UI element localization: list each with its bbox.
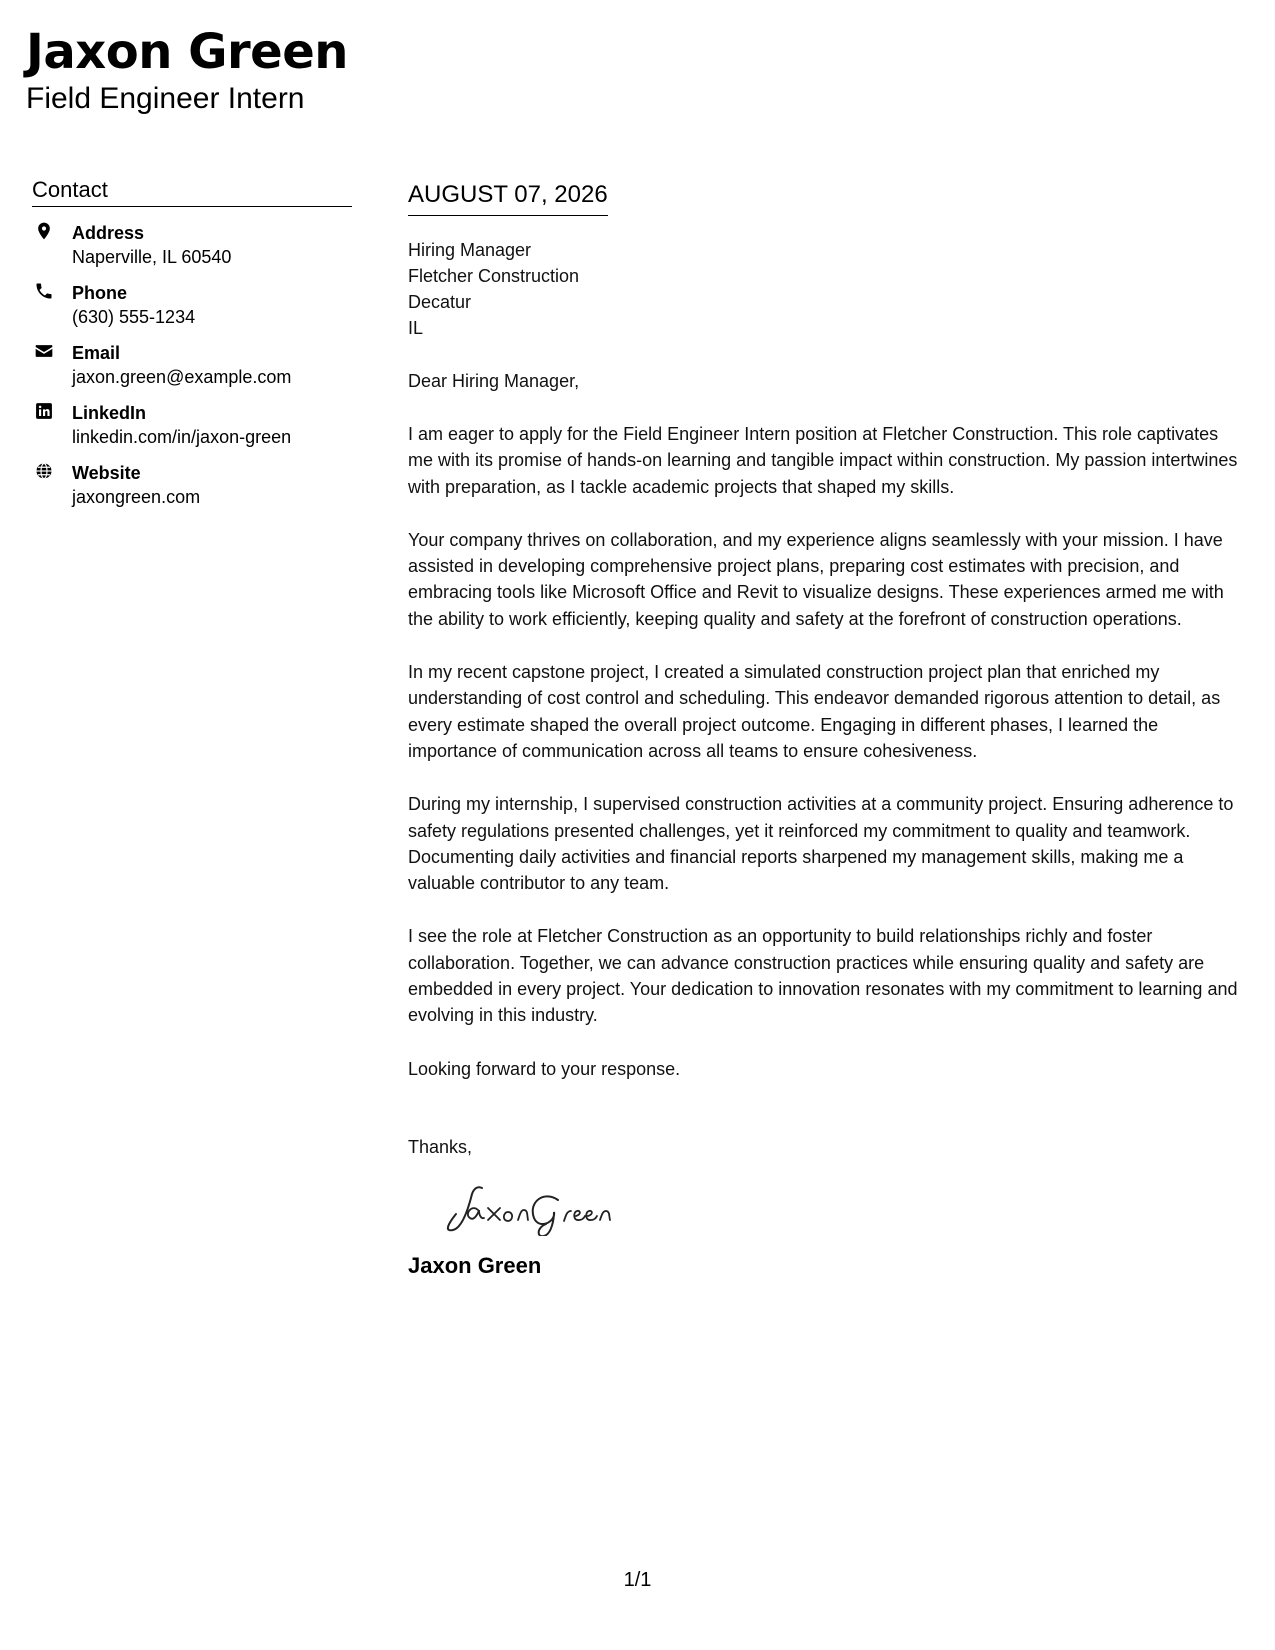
recipient-line: Fletcher Construction <box>408 266 580 286</box>
contact-value: jaxongreen.com <box>72 487 201 507</box>
letter-paragraph: Your company thrives on collaboration, and my experience aligns seamlessly with your mission. I have assisted in developing comprehensive project plans, preparing cost estimates with precision, and embracing tools like Microsoft Office and Revit to visualize designs. These experiences armed me with the ability to work efficiently, keeping quality and safety at the forefront of construction operations. <box>408 529 1224 629</box>
page-number: 1/1 <box>623 1569 652 1591</box>
letter-header <box>26 22 626 116</box>
contact-item-website <box>32 461 352 509</box>
contact-section-title: Contact <box>32 176 352 207</box>
recipient-line: Decatur <box>408 292 472 312</box>
recipient-block <box>408 237 1244 341</box>
signoff: Thanks, <box>408 1136 473 1157</box>
letter-paragraph: I see the role at Fletcher Construction as an opportunity to build relationships richly and foster collaboration. Together, we can advance construction practices while ensuring quality and safety are embedded in every project. Your dedication to innovation resonates with my commitment to learning and evolving in this industry. <box>408 926 1238 1026</box>
letter-date: AUGUST 07, 2026 <box>408 180 608 216</box>
contact-value: (630) 555-1234 <box>72 307 196 327</box>
contact-value: linkedin.com/in/jaxon-green <box>72 427 292 447</box>
envelope-icon <box>34 341 56 363</box>
letter-paragraph: I am eager to apply for the Field Engineer Intern position at Fletcher Construction. This role captivates me with its promise of hands-on learning and tangible impact within construction. My passion intertwines with preparation, as I tackle academic projects that shaped my skills. <box>408 424 1238 497</box>
letter-paragraph: In my recent capstone project, I created a simulated construction project plan that enriched my understanding of cost control and scheduling. This endeavor demanded rigorous attention to detail, as every estimate shaped the overall project outcome. Engaging in different phases, I learned the importance of communication across all teams to ensure cohesiveness. <box>408 662 1221 761</box>
contact-item-linkedin <box>32 401 352 449</box>
contact-item-email <box>32 341 352 389</box>
recipient-line: Hiring Manager <box>408 240 532 260</box>
phone-icon <box>34 281 56 303</box>
recipient-line: IL <box>408 318 424 338</box>
signer-name: Jaxon Green <box>408 1252 542 1278</box>
contact-label: Email <box>72 343 121 363</box>
linkedin-icon <box>34 401 56 423</box>
applicant-name: Jaxon Green <box>26 24 348 80</box>
location-pin-icon <box>34 221 56 243</box>
handwritten-signature <box>438 1180 648 1236</box>
contact-label: Website <box>72 463 141 483</box>
salutation: Dear Hiring Manager, <box>408 371 580 391</box>
letter-body <box>408 180 1244 1280</box>
contact-item-phone <box>32 281 352 329</box>
closing-line: Looking forward to your response. <box>408 1058 681 1079</box>
applicant-role: Field Engineer Intern <box>26 82 305 115</box>
contact-value: Naperville, IL 60540 <box>72 247 232 267</box>
letter-paragraph: During my internship, I supervised construction activities at a community project. Ensuring adherence to safety regulations presented challenges, yet it reinforced my commitment to quality and teamwork. Documenting daily activities and financial reports sharpened my management skills, making me a valuable contributor to any team. <box>408 794 1234 894</box>
contact-label: Phone <box>72 283 128 303</box>
contact-label: LinkedIn <box>72 403 147 423</box>
contact-sidebar <box>32 176 352 521</box>
contact-item-address <box>32 221 352 269</box>
contact-value: jaxon.green@example.com <box>72 367 292 387</box>
globe-icon <box>34 461 56 483</box>
contact-label: Address <box>72 223 145 243</box>
